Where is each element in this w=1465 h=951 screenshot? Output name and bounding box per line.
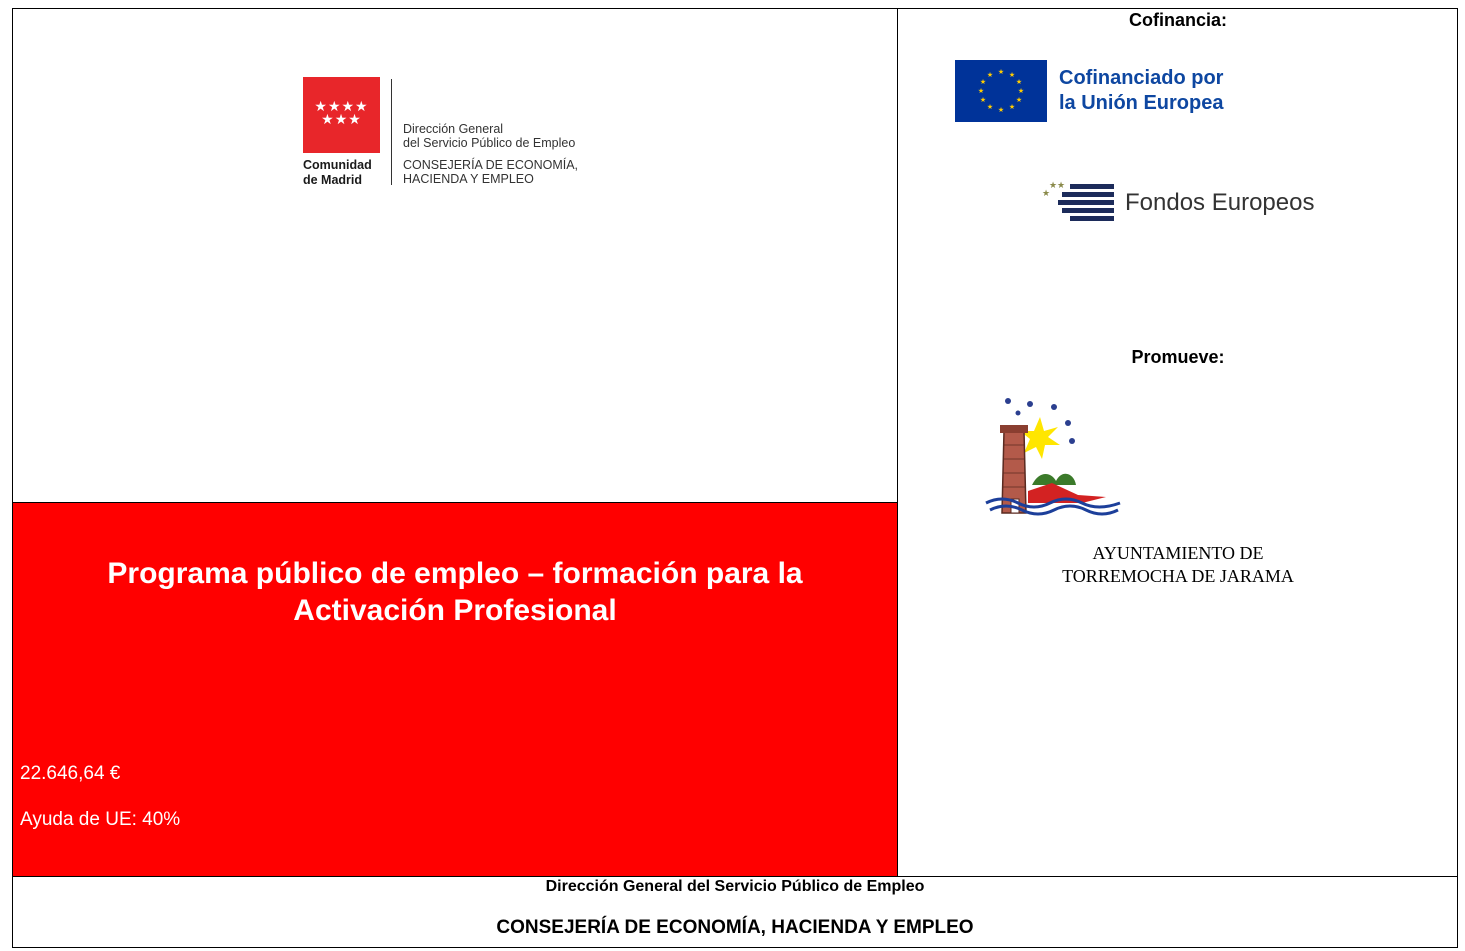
ayuntamiento-name: AYUNTAMIENTO DE TORREMOCHA DE JARAMA bbox=[1062, 543, 1294, 586]
program-title: Programa público de empleo – formación para la Activación Profesional bbox=[107, 557, 803, 627]
comunidad-madrid-logo bbox=[303, 77, 613, 189]
svg-text:★: ★ bbox=[1015, 78, 1023, 86]
svg-text:★: ★ bbox=[1008, 103, 1016, 111]
svg-text:★: ★ bbox=[1057, 181, 1066, 191]
svg-text:★: ★ bbox=[979, 78, 987, 86]
torremocha-crest-icon bbox=[982, 395, 1124, 520]
eu-aid-percentage: Ayuda de UE: 40% bbox=[20, 809, 181, 830]
svg-text:★: ★ bbox=[1017, 87, 1025, 95]
fondos-europeos-icon bbox=[1040, 178, 1120, 228]
svg-text:★: ★ bbox=[1015, 96, 1023, 104]
svg-text:★: ★ bbox=[986, 103, 994, 111]
eu-cofinanciado-text: Cofinanciado por la Unión Europea bbox=[1059, 67, 1224, 114]
footer-direccion-general: Dirección General del Servicio Público de Empleo bbox=[545, 878, 925, 895]
svg-text:★: ★ bbox=[977, 87, 985, 95]
madrid-brand-name: Comunidad de Madrid bbox=[303, 158, 372, 187]
logo-separator bbox=[391, 79, 392, 185]
svg-text:★: ★ bbox=[1049, 181, 1058, 191]
svg-text:★: ★ bbox=[1008, 71, 1016, 79]
fondos-europeos-text: Fondos Europeos bbox=[1125, 189, 1315, 216]
madrid-logo-text: Dirección General del Servicio Público de Empleo CONSEJERÍA DE ECONOMÍA, HACIENDA Y EMPLEO bbox=[403, 122, 579, 186]
promueve-label: Promueve: bbox=[1131, 347, 1225, 367]
madrid-stars-icon: ★★★★ ★★★ bbox=[314, 99, 369, 128]
eu-flag-icon bbox=[955, 60, 1047, 122]
footer-consejeria: CONSEJERÍA DE ECONOMÍA, HACIENDA Y EMPLEO bbox=[496, 917, 974, 938]
svg-text:★: ★ bbox=[997, 106, 1005, 114]
svg-text:★: ★ bbox=[979, 96, 987, 104]
footer-divider bbox=[12, 876, 1458, 877]
svg-text:★: ★ bbox=[997, 68, 1005, 76]
svg-text:★: ★ bbox=[986, 71, 994, 79]
column-divider bbox=[897, 8, 898, 877]
cofinancia-label: Cofinancia: bbox=[1128, 10, 1227, 30]
program-amount: 22.646,64 € bbox=[20, 763, 121, 784]
svg-text:★: ★ bbox=[1042, 189, 1051, 199]
